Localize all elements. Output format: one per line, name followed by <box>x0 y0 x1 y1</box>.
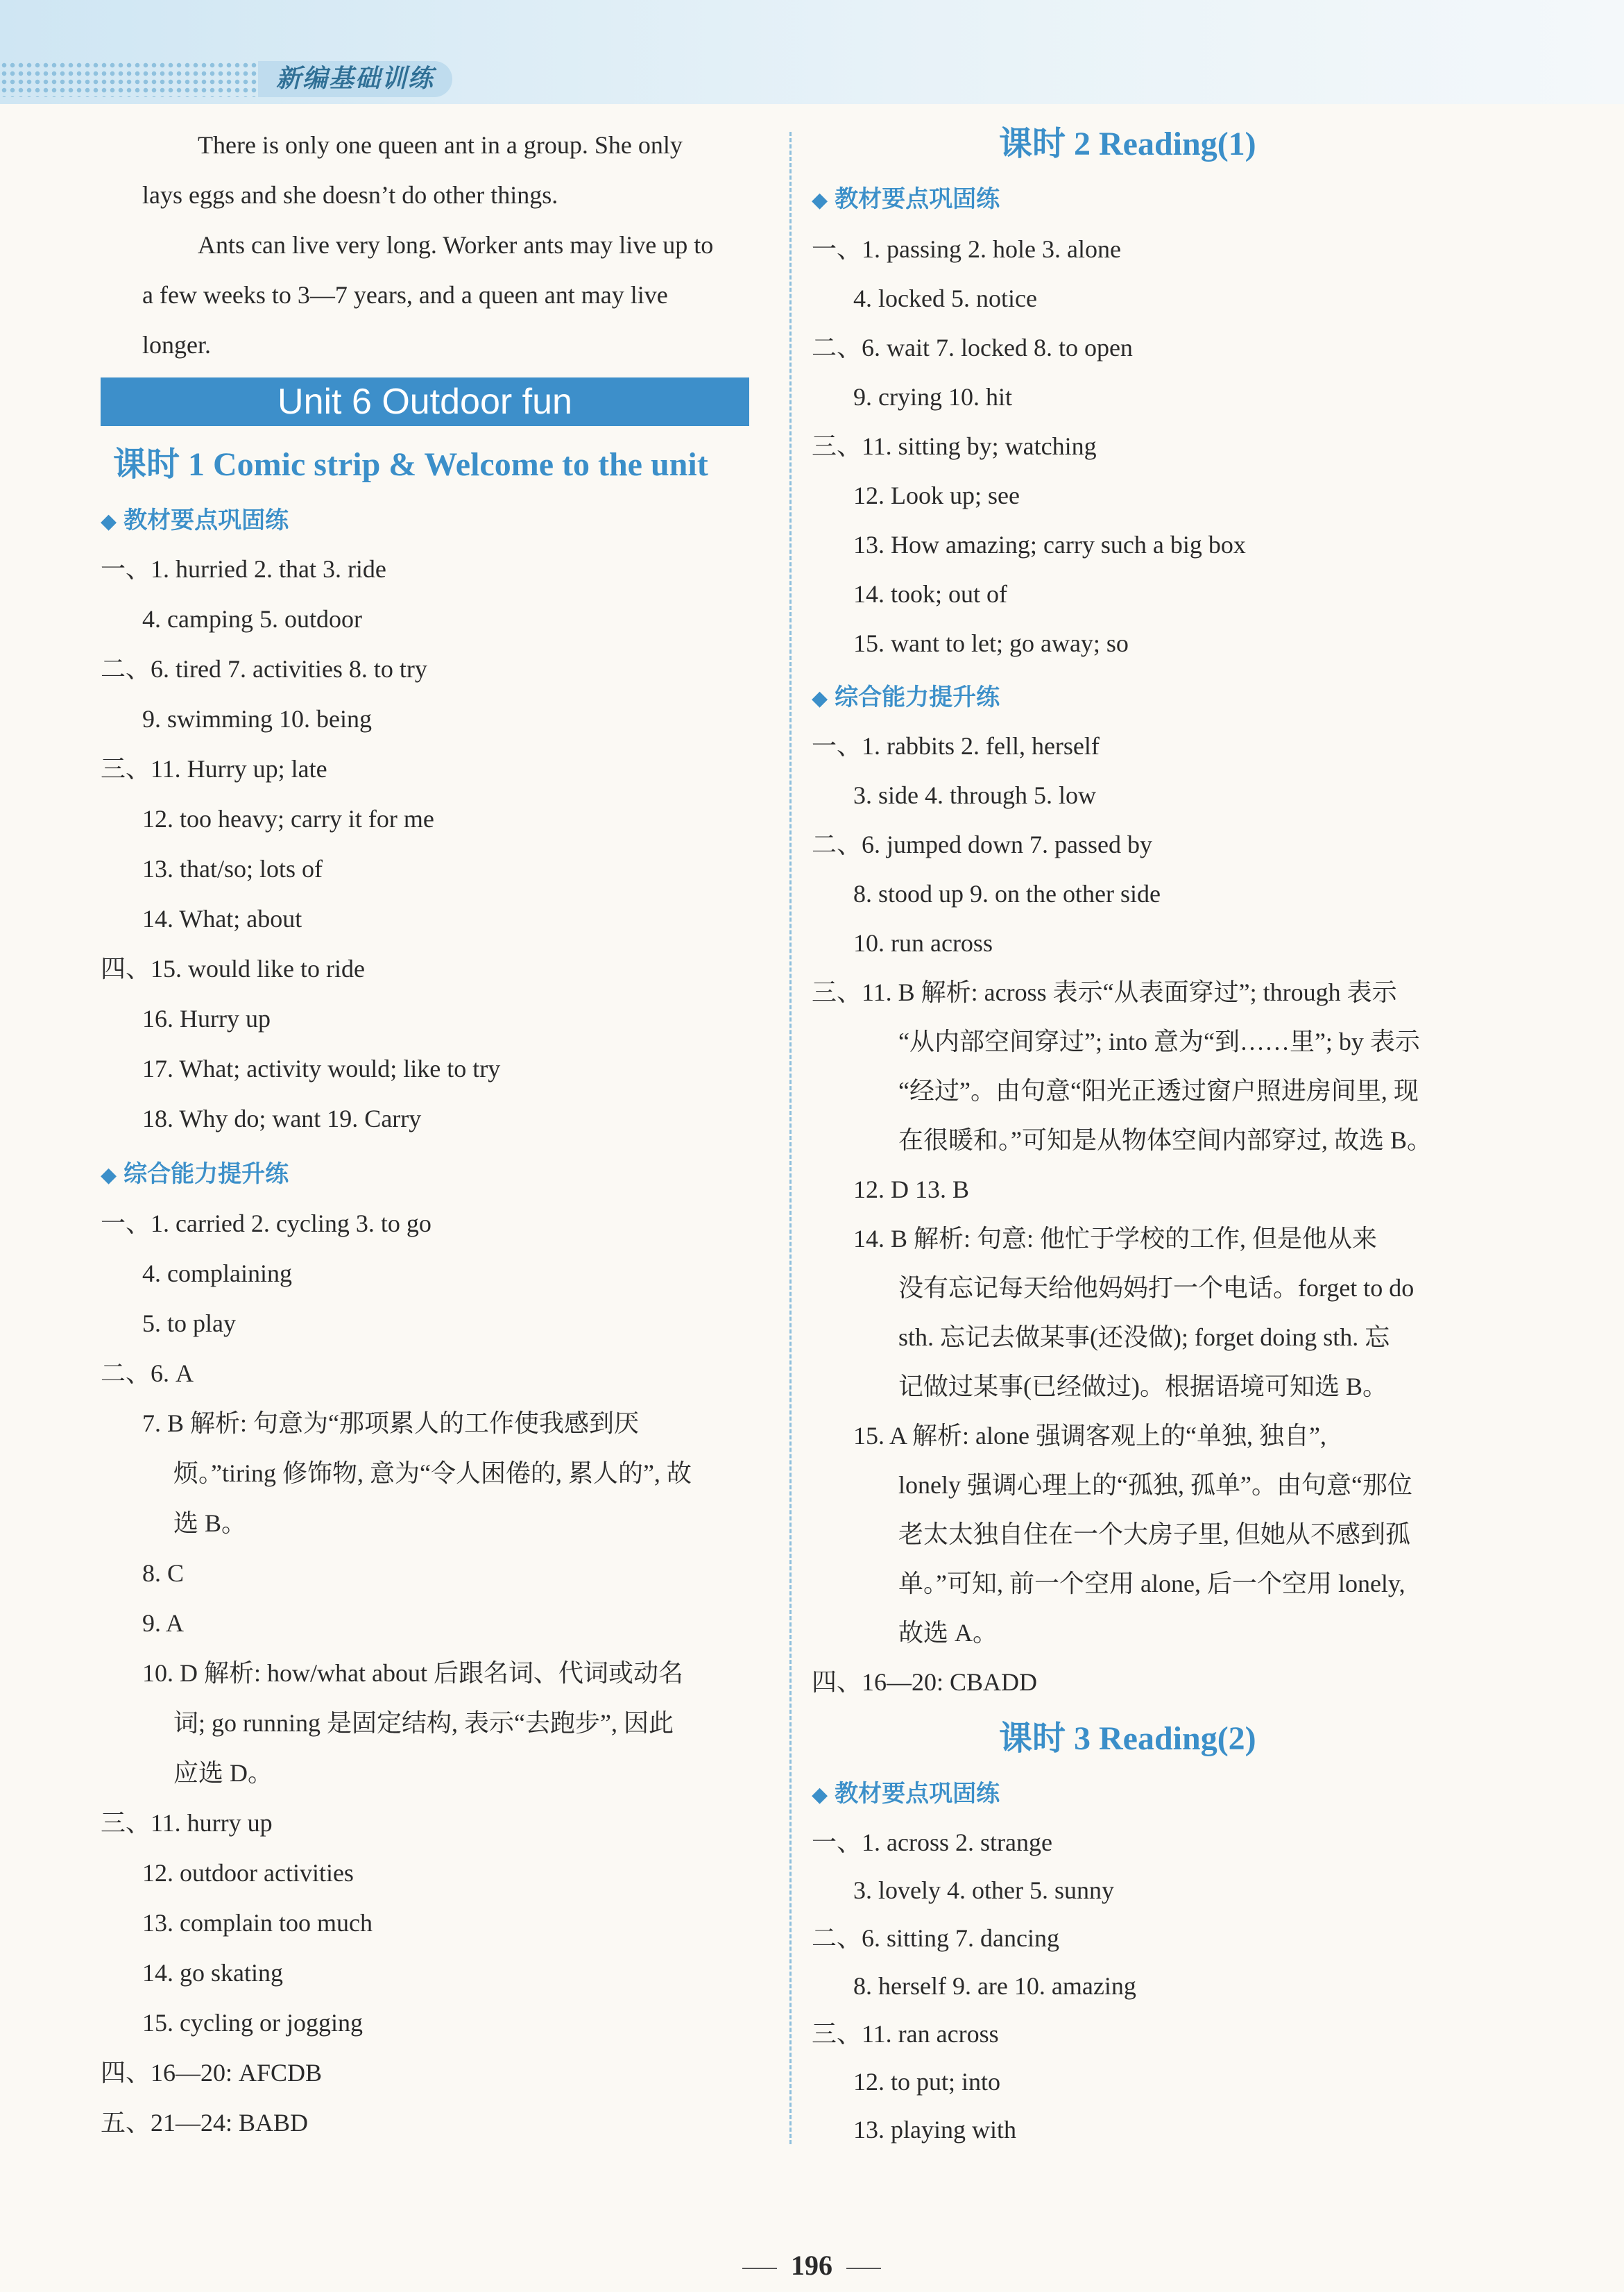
answer-line: 14. What; about <box>142 905 302 933</box>
unit-title-banner: Unit 6 Outdoor fun <box>101 377 749 426</box>
answer-line: 13. playing with <box>853 2116 1016 2144</box>
intro-line: longer. <box>142 331 211 359</box>
diamond-icon: ◆ <box>101 509 117 534</box>
answer-line: 3. lovely 4. other 5. sunny <box>853 1876 1114 1904</box>
answer-line: 四、16—20: AFCDB <box>101 2059 323 2087</box>
answer-line: 故选 A。 <box>898 1619 998 1647</box>
answer-line: 10. run across <box>853 929 993 957</box>
section-heading-text: 综合能力提升练 <box>123 1160 289 1188</box>
diamond-icon: ◆ <box>812 686 828 711</box>
answer-line: 二、6. wait 7. locked 8. to open <box>812 334 1133 362</box>
diamond-icon: ◆ <box>812 1783 828 1807</box>
intro-line: lays eggs and she doesn’t do other things. <box>142 181 558 209</box>
answer-line: 一、1. passing 2. hole 3. alone <box>812 235 1121 263</box>
answer-line: lonely 强调心理上的“孤独, 孤单”。由句意“那位 <box>898 1471 1412 1499</box>
answer-line: 14. go skating <box>142 1959 283 1987</box>
lesson-2-title: 课时 2 Reading(1) <box>999 126 1256 162</box>
answer-line: 13. that/so; lots of <box>142 855 323 883</box>
answer-line: 14. took; out of <box>853 580 1007 608</box>
answer-line: 二、6. tired 7. activities 8. to try <box>101 655 427 683</box>
answer-line: 三、11. sitting by; watching <box>812 432 1097 460</box>
page-number <box>708 2248 916 2283</box>
answer-line: 选 B。 <box>173 1509 247 1537</box>
answer-line: 17. What; activity would; like to try <box>142 1055 501 1083</box>
page-dash-right <box>846 2268 881 2269</box>
answer-line: 13. complain too much <box>142 1909 373 1937</box>
answer-line: 12. to put; into <box>853 2068 1001 2096</box>
answer-line: 二、6. sitting 7. dancing <box>812 1924 1059 1952</box>
answer-line: 7. B 解析: 句意为“那项累人的工作使我感到厌 <box>142 1409 639 1437</box>
answer-line: 12. too heavy; carry it for me <box>142 805 434 833</box>
answer-line: 14. B 解析: 句意: 他忙于学校的工作, 但是他从来 <box>853 1225 1378 1253</box>
header-book-title: 新编基础训练 <box>258 61 452 97</box>
lesson-3-title: 课时 3 Reading(2) <box>999 1720 1256 1757</box>
section-heading-text: 教材要点巩固练 <box>835 1780 1000 1808</box>
answer-line: 8. stood up 9. on the other side <box>853 880 1161 908</box>
answer-line: “经过”。由句意“阳光正透过窗户照进房间里, 现 <box>898 1077 1419 1105</box>
answer-line: 五、21—24: BABD <box>101 2109 309 2137</box>
answer-line: 18. Why do; want 19. Carry <box>142 1105 422 1132</box>
answer-line: 应选 D。 <box>173 1759 273 1787</box>
answer-line: 一、1. carried 2. cycling 3. to go <box>101 1209 431 1237</box>
diamond-icon: ◆ <box>101 1163 117 1187</box>
answer-line: 记做过某事(已经做过)。根据语境可知选 B。 <box>898 1373 1387 1400</box>
answer-line: 四、16—20: CBADD <box>812 1668 1038 1696</box>
answer-line: “从内部空间穿过”; into 意为“到……里”; by 表示 <box>898 1028 1420 1055</box>
header-dot-pattern <box>0 61 257 97</box>
page-number-text: 196 <box>791 2250 832 2281</box>
answer-line: 三、11. B 解析: across 表示“从表面穿过”; through 表示 <box>812 978 1397 1006</box>
answer-line: 二、6. jumped down 7. passed by <box>812 831 1152 858</box>
answer-line: 三、11. Hurry up; late <box>101 755 327 783</box>
section-heading-text: 综合能力提升练 <box>835 684 1000 711</box>
answer-line: 3. side 4. through 5. low <box>853 781 1096 809</box>
answer-line: 没有忘记每天给他妈妈打一个电话。forget to do <box>898 1274 1414 1302</box>
intro-line: a few weeks to 3—7 years, and a queen ant may live <box>142 281 668 309</box>
section-heading-basic <box>812 1778 1000 1811</box>
answer-line: 12. outdoor activities <box>142 1859 354 1887</box>
answer-line: 四、15. would like to ride <box>101 955 365 983</box>
answer-line: 15. cycling or jogging <box>142 2009 363 2037</box>
answer-line: 9. swimming 10. being <box>142 705 372 733</box>
column-divider <box>789 132 792 2144</box>
answer-line: 12. Look up; see <box>853 482 1020 509</box>
answer-line: 15. A 解析: alone 强调客观上的“单独, 独自”, <box>853 1422 1326 1450</box>
section-heading-basic <box>101 504 289 538</box>
answer-line: 4. complaining <box>142 1259 292 1287</box>
answer-line: 10. D 解析: how/what about 后跟名词、代词或动名 <box>142 1659 683 1687</box>
answer-line: 二、6. A <box>101 1359 194 1387</box>
answer-line: 15. want to let; go away; so <box>853 629 1129 657</box>
answer-line: 4. camping 5. outdoor <box>142 605 362 633</box>
answer-line: 一、1. hurried 2. that 3. ride <box>101 555 386 583</box>
answer-line: 4. locked 5. notice <box>853 285 1037 312</box>
intro-passage <box>101 120 767 370</box>
section-heading-text: 教材要点巩固练 <box>123 507 289 534</box>
page-dash-left <box>742 2268 777 2269</box>
answer-line: 13. How amazing; carry such a big box <box>853 531 1246 559</box>
answer-line: 9. crying 10. hit <box>853 383 1012 411</box>
intro-line: Ants can live very long. Worker ants may live up to <box>198 231 714 259</box>
answer-line: 5. to play <box>142 1309 236 1337</box>
diamond-icon: ◆ <box>812 188 828 212</box>
answer-line: sth. 忘记去做某事(还没做); forget doing sth. 忘 <box>898 1323 1390 1351</box>
answer-line: 烦。”tiring 修饰物, 意为“令人困倦的, 累人的”, 故 <box>173 1459 692 1487</box>
answer-line: 在很暖和。”可知是从物体空间内部穿过, 故选 B。 <box>898 1126 1432 1154</box>
answer-line: 12. D 13. B <box>853 1175 970 1203</box>
answer-line: 一、1. rabbits 2. fell, herself <box>812 732 1100 760</box>
answer-line: 16. Hurry up <box>142 1005 271 1033</box>
lesson-1-title: 课时 1 Comic strip & Welcome to the unit <box>113 446 708 483</box>
answer-line: 老太太独自住在一个大房子里, 但她从不感到孤 <box>898 1520 1411 1548</box>
intro-line: There is only one queen ant in a group. She only <box>198 131 683 159</box>
answer-line: 词; go running 是固定结构, 表示“去跑步”, 因此 <box>173 1709 674 1737</box>
section-heading-basic <box>812 183 1000 217</box>
answer-line: 三、11. hurry up <box>101 1809 273 1837</box>
section-heading-advanced <box>101 1158 289 1191</box>
section-heading-advanced <box>812 681 1000 715</box>
answer-line: 9. A <box>142 1609 185 1637</box>
answer-line: 一、1. across 2. strange <box>812 1828 1052 1856</box>
answer-line: 8. C <box>142 1559 185 1587</box>
section-heading-text: 教材要点巩固练 <box>835 185 1000 213</box>
answer-line: 8. herself 9. are 10. amazing <box>853 1972 1136 2000</box>
answer-line: 三、11. ran across <box>812 2020 999 2048</box>
answer-line: 单。”可知, 前一个空用 alone, 后一个空用 lonely, <box>898 1570 1405 1597</box>
